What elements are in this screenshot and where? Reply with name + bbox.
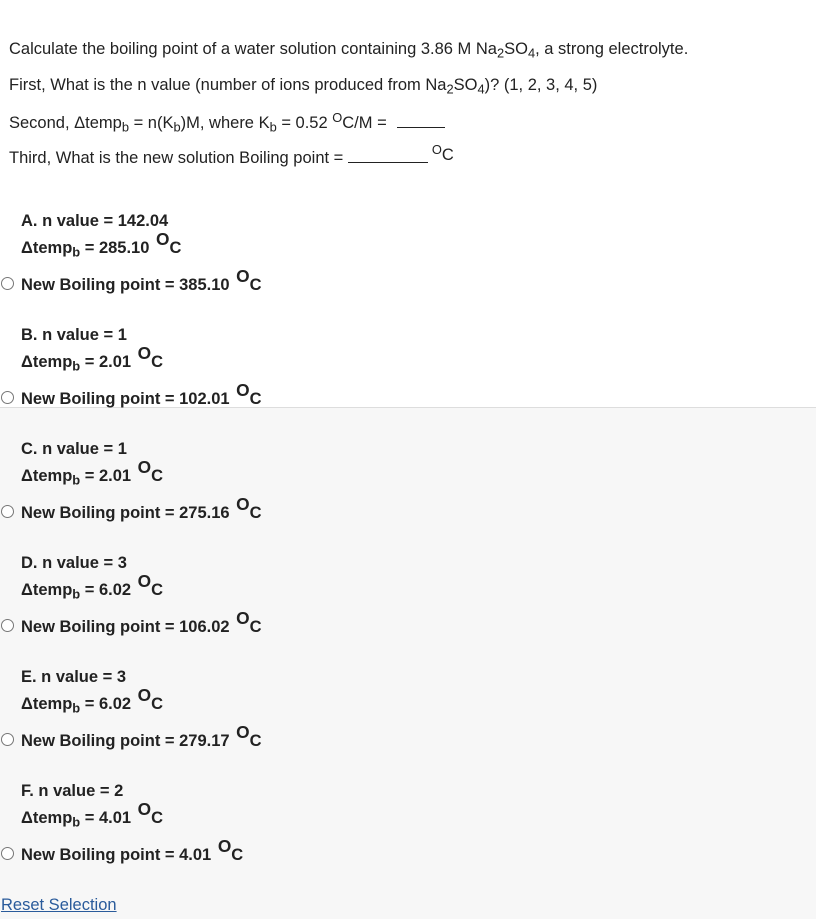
option-radio[interactable] [1,505,14,518]
option-delta-temp: Δtemp$_b$ = 285.10 OC [21,229,182,260]
option-n-value: D. n value = 3 [21,554,127,572]
option-delta-temp: Δtemp$_b$ = 2.01 OC [21,343,164,374]
option-boiling-point: New Boiling point = 4.01 OC [21,836,244,864]
option-n-value: C. n value = 1 [21,440,127,458]
option-radio[interactable] [1,619,14,632]
question-line-3: Second, Δtemp$_b$ = $n(K_b)M$, where $K_b = 0.52$ $^O$C/M = [9,113,445,133]
option-boiling-point: New Boiling point = 275.16 OC [21,494,262,522]
option-boiling-point: New Boiling point = 279.17 OC [21,722,262,750]
option-radio[interactable] [1,733,14,746]
option-radio[interactable] [1,847,14,860]
question-line-1: Calculate the boiling point of a water solution containing 3.86 M $Na_2SO_4$, a strong electrolyte. [9,40,689,61]
answer-blank-2 [348,148,428,163]
option-boiling-point: New Boiling point = 106.02 OC [21,608,262,636]
option-boiling-point: New Boiling point = 102.01 OC [21,380,262,408]
option-n-value: F. n value = 2 [21,782,124,800]
option-delta-temp: Δtemp$_b$ = 6.02 OC [21,571,164,602]
option-delta-temp: Δtemp$_b$ = 2.01 OC [21,457,164,488]
question-line-4: Third, What is the new solution Boiling point = $^O$C [9,141,454,167]
option-n-value: B. n value = 1 [21,326,127,344]
option-radio[interactable] [1,391,14,404]
answer-blank-1 [397,113,445,128]
option-delta-temp: Δtemp$_b$ = 4.01 OC [21,799,164,830]
option-n-value: E. n value = 3 [21,668,127,686]
option-n-value: A. n value = 142.04 [21,212,169,230]
option-boiling-point: New Boiling point = 385.10 OC [21,266,262,294]
option-delta-temp: Δtemp$_b$ = 6.02 OC [21,685,164,716]
question-line-2: First, What is the n value (number of ions produced from $Na_2SO_4$)? (1, 2, 3, 4, 5) [9,76,598,97]
reset-selection-link[interactable]: Reset Selection [1,896,117,914]
option-radio[interactable] [1,277,14,290]
